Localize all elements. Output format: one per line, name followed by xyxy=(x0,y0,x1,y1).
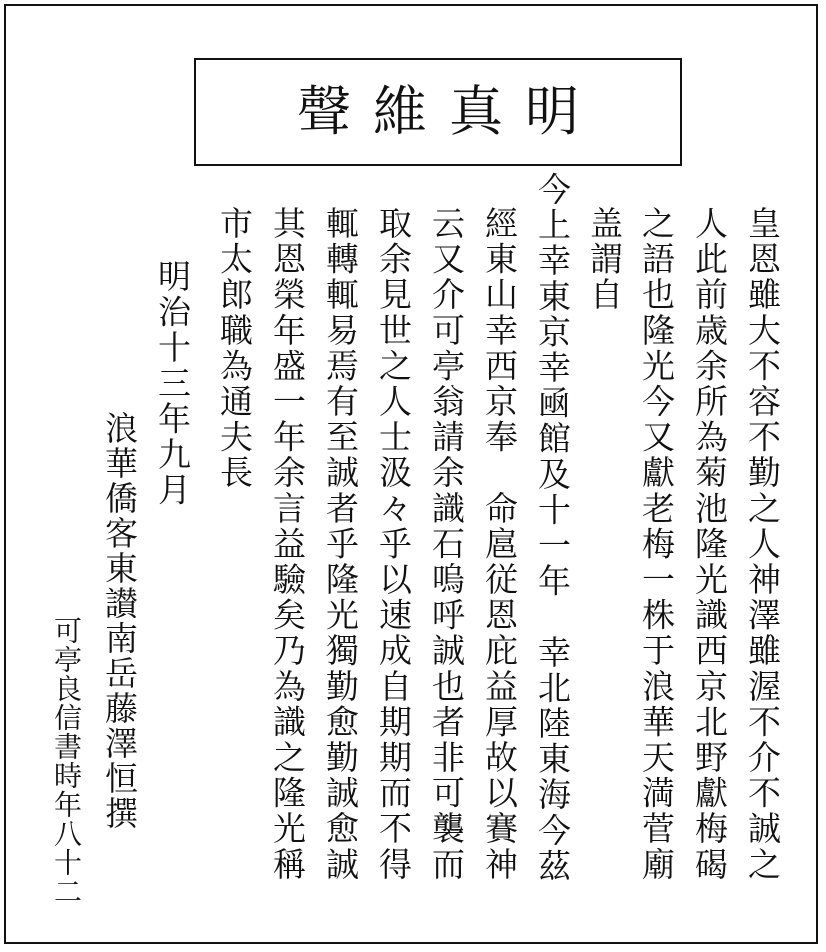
text-column-9: 輒轉輒易焉有至誠者乎隆光獨勤愈勤誠愈誠 xyxy=(321,206,360,883)
text-column-6: 經東山幸西京奉 命扈従恩庇益厚故以賽神 xyxy=(480,206,519,883)
text-column-8: 取余見世之人士汲々乎以速成自期期而不得 xyxy=(374,206,413,883)
date-column: 明治十三年九月 xyxy=(153,259,192,509)
text-column-10: 其恩榮年盛一年余言益驗矣乃為識之隆光稱 xyxy=(268,206,307,883)
text-column-2: 人此前歳余所為菊池隆光識西京北野獻梅碣 xyxy=(690,206,729,883)
title-box xyxy=(194,58,682,166)
text-column-4: 盖謂自 xyxy=(585,206,624,313)
text-column-1: 皇恩雖大不容不勤之人神澤雖渥不介不誠之 xyxy=(743,206,782,883)
text-column-7: 云又介可亭翁請余識石嗚呼誠也者非可襲而 xyxy=(427,206,466,883)
calligrapher-signature: 可亭良信書時年八十二 xyxy=(50,616,83,906)
author-signature: 浪華僑客東讃南岳藤澤恒撰 xyxy=(100,411,139,831)
text-column-11: 市太郎職為通夫長 xyxy=(215,206,254,491)
text-column-3: 之語也隆光今又獻老梅一株于浪華天満菅廟 xyxy=(637,206,676,883)
text-column-5: 今上幸東京幸凾館及十一年 幸北陸東海今茲 xyxy=(533,172,572,884)
document-title: 聲維真明 xyxy=(297,80,601,143)
